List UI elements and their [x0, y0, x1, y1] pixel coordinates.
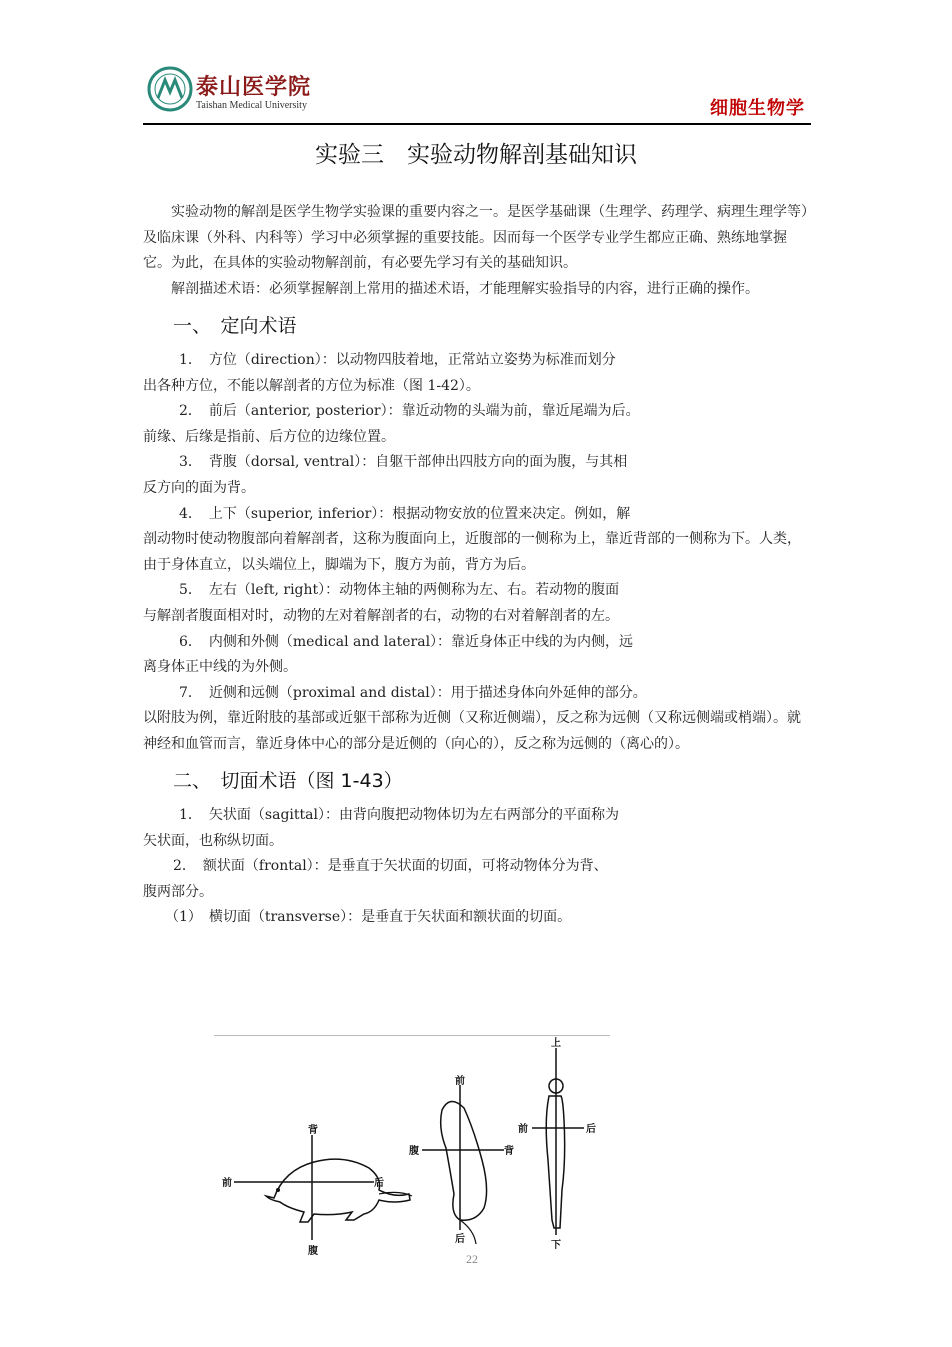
human-label-right: 后 [586, 1124, 596, 1135]
university-logo-icon [147, 66, 193, 112]
university-name-cn: 泰山医学院 [196, 75, 312, 100]
term-item-rest: 以附肢为例，靠近附肢的基部或近躯干部称为近侧（又称近侧端），反之称为远侧（又称远侧端或梢端）。就神经和血管而言，靠近身体中心的部分是近侧的（向心的），反之称为远侧的（离心的）。 [143, 710, 801, 752]
term-item-rest: 矢状面，也称纵切面。 [143, 832, 283, 849]
human-label-top: 上 [551, 1038, 561, 1049]
mouse-label-top: 前 [455, 1076, 465, 1087]
term-item-first: 2． 前后（anterior, posterior）：靠近动物的头端为前，靠近尾端为后。 [179, 403, 640, 420]
page-number: 22 [466, 1252, 478, 1266]
section-heading: 一、 定向术语 [173, 315, 297, 338]
header-rule [143, 123, 811, 125]
intro-paragraph: 实验动物的解剖是医学生物学实验课的重要内容之一。是医学基础课（生理学、药理学、病理生理学等）及临床课（外科、内科等）学习中必须掌握的重要技能。因而每一个医学专业学生都应正确、熟练地掌握它。为此，在具体的实验动物解剖前，有必要先学习有关的基础知识。 [143, 204, 808, 272]
page-title: 实验三 实验动物解剖基础知识 [315, 142, 637, 168]
term-item-first: 1． 方位（direction）：以动物四肢着地，正常站立姿势为标准而划分 [179, 351, 616, 368]
page-header [143, 62, 811, 124]
term-item-rest: 离身体正中线的为外侧。 [143, 659, 297, 676]
rat-label-right: 后 [374, 1178, 384, 1189]
document-body [143, 200, 811, 931]
mouse-label-bottom: 后 [455, 1234, 465, 1245]
rat-illustration [234, 1135, 412, 1266]
human-label-left: 前 [518, 1124, 528, 1135]
term-item-first: 6． 内侧和外侧（medical and lateral）：靠近身体正中线的为内侧，远 [179, 633, 634, 650]
section-heading: 二、 切面术语（图 1-43） [173, 770, 403, 793]
rat-label-bottom: 腹 [308, 1246, 318, 1257]
term-item-rest: 剖动物时使动物腹部向着解剖者，这称为腹面向上，近腹部的一侧称为上，靠近背部的一侧称为下。人类，由于身体直立，以头端位上，脚端为下，腹方为前，背方为后。 [143, 531, 801, 573]
term-item-first: 5． 左右（left, right）：动物体主轴的两侧称为左、右。若动物的腹面 [179, 582, 620, 599]
term-item-rest: 与解剖者腹面相对时，动物的左对着解剖者的右，动物的右对着解剖者的左。 [143, 607, 619, 624]
term-item-rest: 腹两部分。 [143, 883, 213, 900]
term-item-first: 3． 背腹（dorsal, ventral）：自躯干部伸出四肢方向的面为腹，与其相 [179, 454, 628, 471]
course-name: 细胞生物学 [710, 98, 805, 119]
term-item-first: 1． 矢状面（sagittal）：由背向腹把动物体切为左右两部分的平面称为 [179, 807, 619, 824]
rat-label-left: 前 [222, 1178, 232, 1189]
human-illustration [532, 1048, 584, 1235]
orientation-figure [214, 1030, 614, 1266]
term-item-rest: 前缘、后缘是指前、后方位的边缘位置。 [143, 428, 395, 445]
term-item-first: 2． 额状面（frontal）：是垂直于矢状面的切面，可将动物体分为背、 [173, 858, 608, 875]
human-label-bottom: 下 [551, 1240, 561, 1251]
term-item-first: 4． 上下（superior, inferior）：根据动物安放的位置来决定。例如，解 [179, 505, 631, 522]
university-name-en: Taishan Medical University [196, 100, 307, 111]
mouse-label-left: 腹 [409, 1146, 419, 1157]
mouse-illustration [422, 1085, 504, 1244]
term-list [143, 803, 811, 931]
term-item-first: （1） 横切面（transverse）：是垂直于矢状面和额状面的切面。 [165, 909, 572, 926]
rat-label-top: 背 [308, 1125, 318, 1136]
intro-paragraph: 解剖描述术语：必须掌握解剖上常用的描述术语，才能理解实验指导的内容，进行正确的操作。 [171, 280, 759, 297]
term-item-first: 7． 近侧和远侧（proximal and distal）：用于描述身体向外延伸的部分。 [179, 684, 647, 701]
mouse-label-right: 背 [504, 1146, 514, 1157]
term-list [143, 348, 811, 758]
term-item-rest: 出各种方位，不能以解剖者的方位为标准（图 1-42）。 [143, 377, 480, 394]
term-item-rest: 反方向的面为背。 [143, 479, 255, 496]
